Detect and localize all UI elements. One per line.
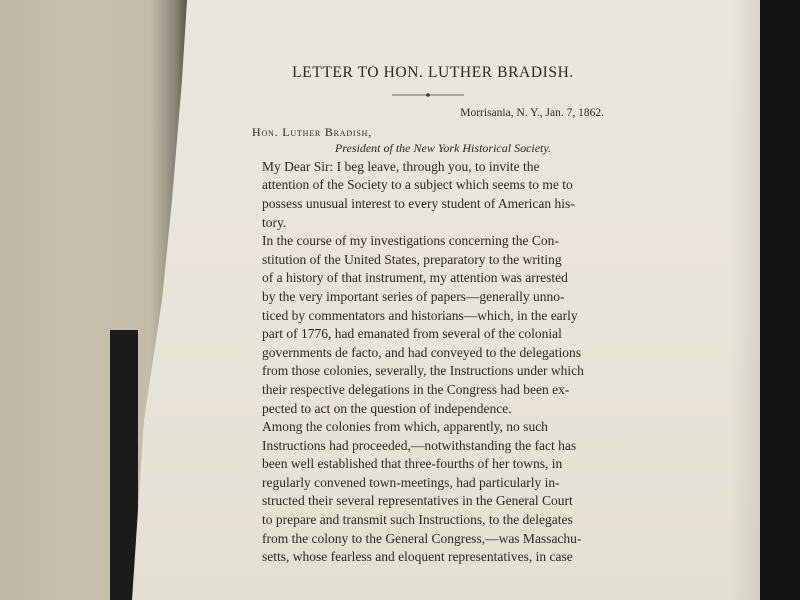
text-line: My Dear Sir: I beg leave, through you, to invite the [262,158,540,174]
text-line: tory. [262,214,287,230]
text-line: governments de facto, and had conveyed to the delegations [262,344,582,360]
text-line: part of 1776, had emanated from several of the colonial [262,326,562,342]
paragraph-1 [252,158,604,232]
title-rule-ornament [388,91,468,99]
letter-title: LETTER TO HON. LUTHER BRADISH. [292,64,574,81]
text-line: Instructions had proceeded,—notwithstanding the fact has [262,437,577,453]
text-line: stitution of the United States, preparatory to the writing [262,251,562,267]
text-line: attention of the Society to a subject which seems to me to [262,177,573,193]
text-line: been well established that three-fourths of her towns, in [262,456,563,472]
text-line: setts, whose fearless and eloquent representatives, in case [262,549,573,565]
text-line: from those colonies, severally, the Instructions under which [262,363,584,379]
text-line: structed their several representatives in the General Court [262,493,573,509]
letter-text [252,64,604,567]
text-line: to prepare and transmit such Instructions, to the delegates [262,512,573,528]
text-line: regularly convened town-meetings, had particularly in- [262,474,560,490]
dateline: Morrisania, N. Y., Jan. 7, 1862. [460,106,604,119]
text-line: of a history of that instrument, my attention was arrested [262,270,568,286]
text-line: possess unusual interest to every student of American his- [262,195,575,211]
paragraph-3 [252,418,604,567]
text-line: ticed by commentators and historians—which, in the early [262,307,578,323]
text-line: pected to act on the question of independence. [262,400,512,416]
addressee-office: President of the New York Historical Society. [334,141,552,156]
paragraph-2 [252,232,604,418]
text-line: In the course of my investigations concerning the Con- [262,233,559,249]
addressee: Hon. Luther Bradish, [252,124,372,139]
text-line: their respective delegations in the Congress had been ex- [262,381,570,397]
book-edge [110,330,138,600]
text-line: from the colony to the General Congress,—was Massachu- [262,530,582,546]
text-line: by the very important series of papers—generally unno- [262,288,565,304]
text-line: Among the colonies from which, apparently, no such [262,419,548,435]
